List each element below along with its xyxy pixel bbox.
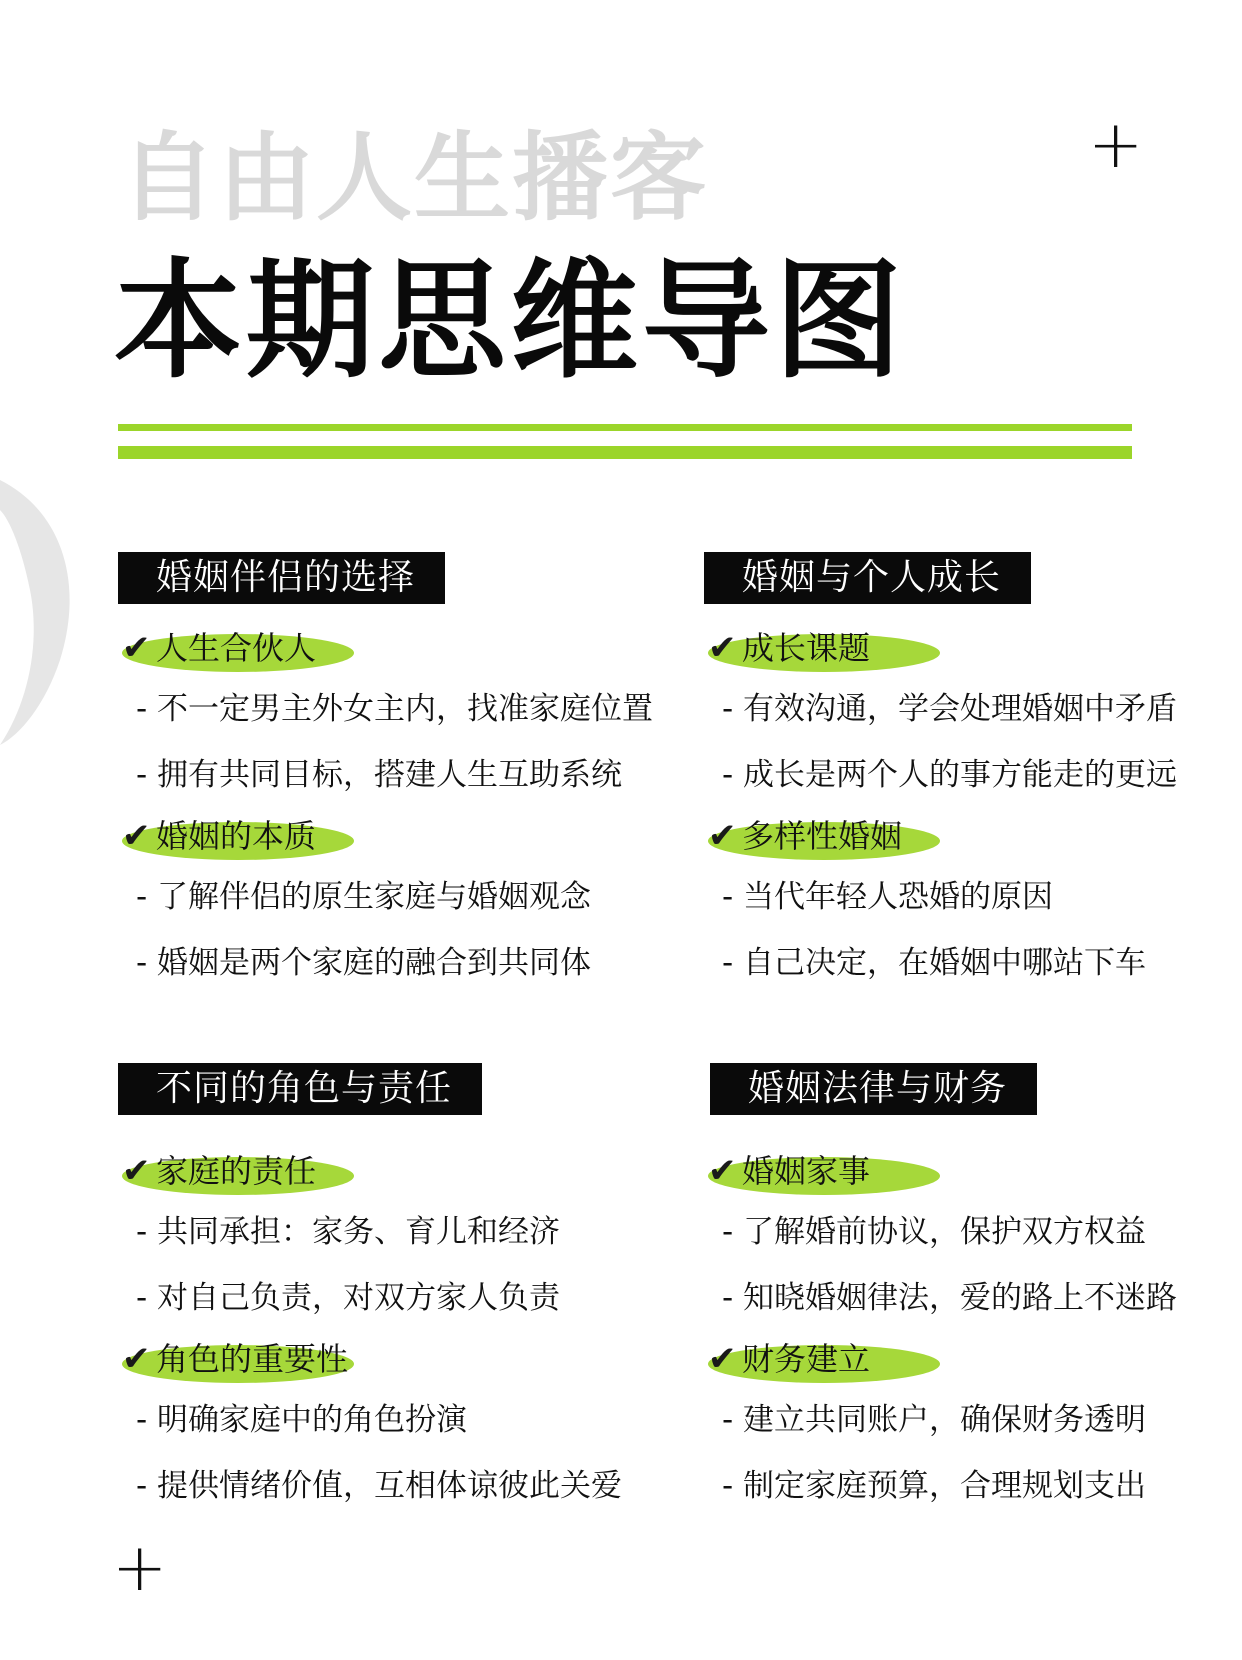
subtopic-label: 财务建立 <box>742 1340 871 1378</box>
section-header: 不同的角色与责任 <box>118 1063 482 1115</box>
list-item: - 不一定男主外女主内，找准家庭位置 <box>136 691 654 727</box>
subtopic <box>118 808 678 864</box>
list-item: - 建立共同账户，确保财务透明 <box>722 1402 1147 1438</box>
list-item: - 提供情绪价值，互相体谅彼此关爱 <box>136 1468 623 1504</box>
list-item: - 当代年轻人恐婚的原因 <box>722 879 1054 915</box>
list-item: - 共同承担：家务、育儿和经济 <box>136 1214 561 1250</box>
subtopic-label: 多样性婚姻 <box>742 817 903 855</box>
section-law-finance <box>710 1063 1242 1519</box>
check-icon: ✔ <box>708 628 737 668</box>
check-icon: ✔ <box>122 1339 151 1379</box>
subtopic-label: 婚姻的本质 <box>156 817 317 855</box>
list-item: - 婚姻是两个家庭的融合到共同体 <box>136 945 592 981</box>
check-icon: ✔ <box>708 1339 737 1379</box>
plus-icon: + <box>112 1529 168 1606</box>
subtopic <box>704 1143 1242 1199</box>
plus-icon: + <box>1088 106 1144 183</box>
subtopic <box>118 1331 678 1387</box>
section-roles-responsibilities <box>118 1063 678 1519</box>
divider-thin <box>118 424 1132 431</box>
list-item: - 了解伴侣的原生家庭与婚姻观念 <box>136 879 592 915</box>
divider-thick <box>118 446 1132 459</box>
decorative-swoosh <box>0 470 90 750</box>
subtopic-label: 角色的重要性 <box>156 1340 349 1378</box>
list-item: - 成长是两个人的事方能走的更远 <box>722 757 1178 793</box>
section-header: 婚姻与个人成长 <box>704 552 1031 604</box>
list-item: - 自己决定，在婚姻中哪站下车 <box>722 945 1147 981</box>
section-partner-choice <box>118 552 678 996</box>
subtopic <box>704 620 1242 676</box>
subtopic <box>704 808 1242 864</box>
check-icon: ✔ <box>708 1151 737 1191</box>
list-item: - 对自己负责，对双方家人负责 <box>136 1280 561 1316</box>
check-icon: ✔ <box>708 816 737 856</box>
section-header: 婚姻法律与财务 <box>710 1063 1037 1115</box>
check-icon: ✔ <box>122 628 151 668</box>
brand-name: 自由人生播客 <box>120 122 708 234</box>
list-item: - 了解婚前协议，保护双方权益 <box>722 1214 1147 1250</box>
subtopic-label: 家庭的责任 <box>156 1152 317 1190</box>
list-item: - 制定家庭预算，合理规划支出 <box>722 1468 1147 1504</box>
list-item: - 明确家庭中的角色扮演 <box>136 1402 468 1438</box>
section-personal-growth <box>704 552 1242 996</box>
subtopic <box>118 1143 678 1199</box>
subtopic-label: 婚姻家事 <box>742 1152 871 1190</box>
list-item: - 拥有共同目标，搭建人生互助系统 <box>136 757 623 793</box>
page-title: 本期思维导图 <box>114 247 907 396</box>
list-item: - 知晓婚姻律法，爱的路上不迷路 <box>722 1280 1178 1316</box>
check-icon: ✔ <box>122 816 151 856</box>
check-icon: ✔ <box>122 1151 151 1191</box>
subtopic-label: 成长课题 <box>742 629 871 667</box>
section-header: 婚姻伴侣的选择 <box>118 552 445 604</box>
subtopic-label: 人生合伙人 <box>156 629 317 667</box>
list-item: - 有效沟通，学会处理婚姻中矛盾 <box>722 691 1178 727</box>
subtopic <box>704 1331 1242 1387</box>
subtopic <box>118 620 678 676</box>
